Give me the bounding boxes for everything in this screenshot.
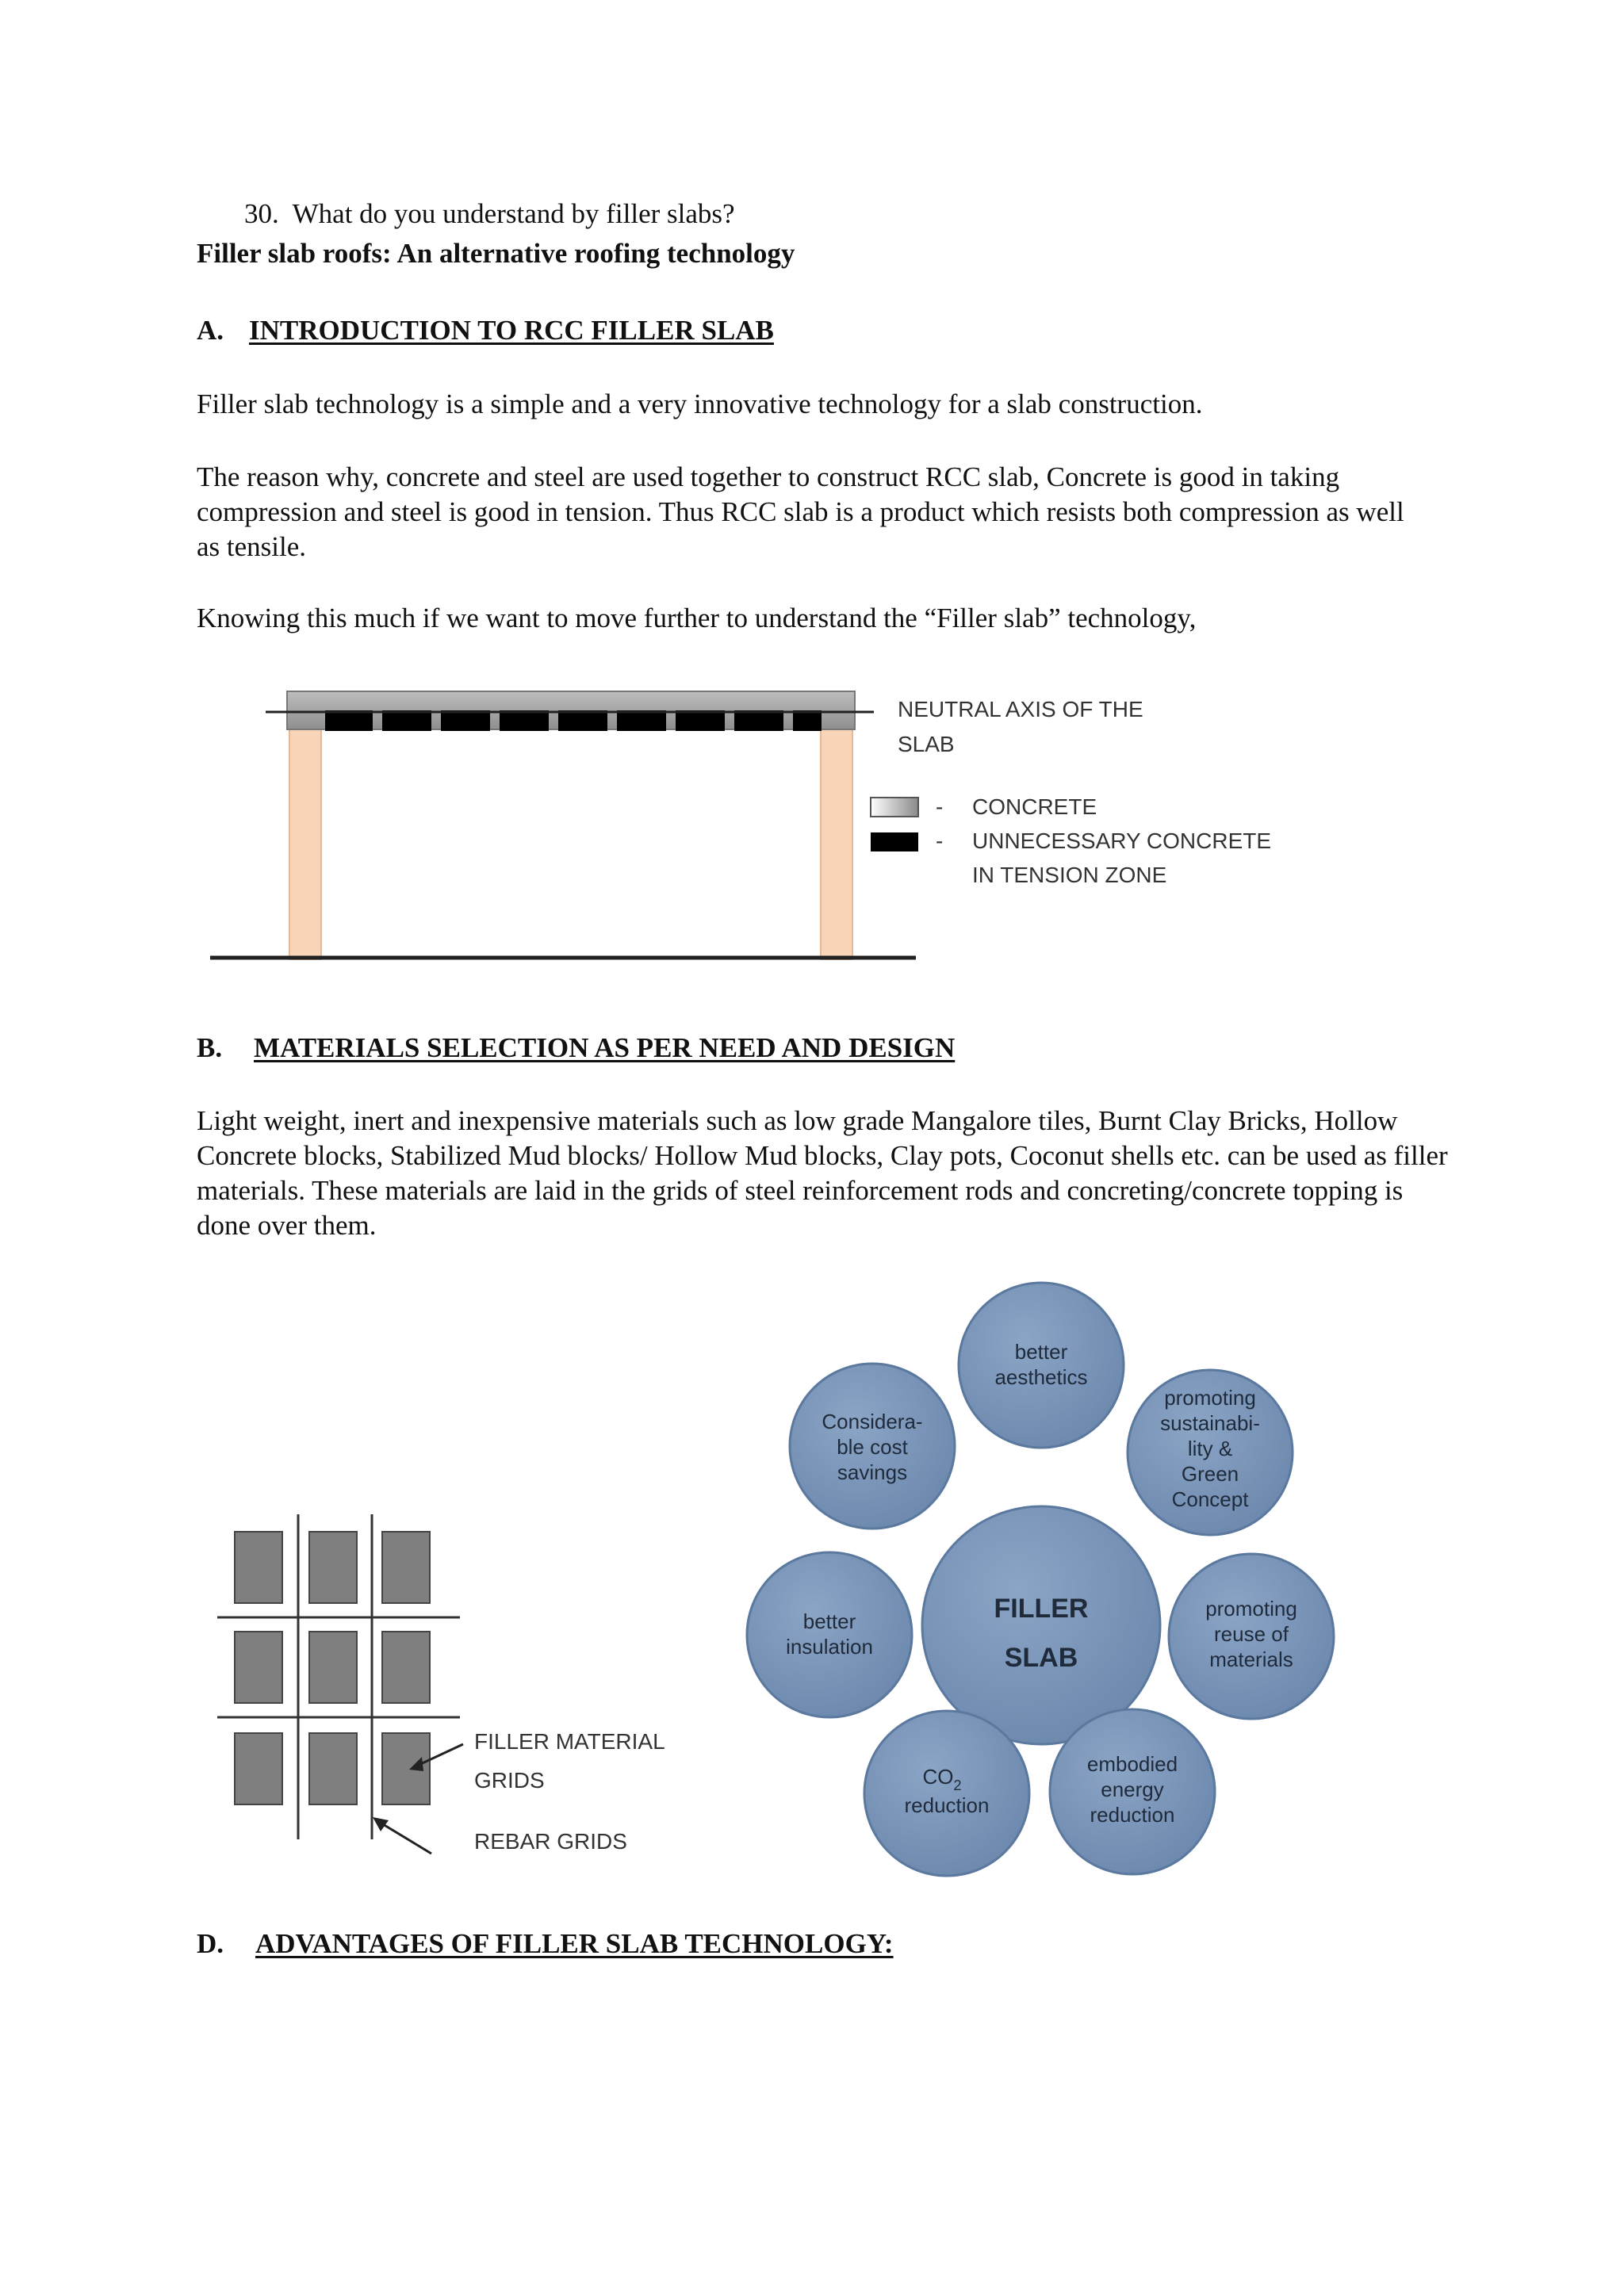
question-number: 30.: [244, 198, 279, 229]
svg-text:reduction: reduction: [904, 1793, 990, 1817]
svg-text:sustainabi-: sustainabi-: [1160, 1411, 1260, 1435]
svg-text:embodied: embodied: [1086, 1752, 1178, 1776]
co2-label: $CO_2$: [922, 1765, 962, 1793]
svg-text:reduction: reduction: [1090, 1803, 1175, 1827]
paragraph-knowing: Knowing this much if we want to move further to understand the “Filler slab” technology,: [197, 603, 1197, 633]
neutral-axis-label-1: NEUTRAL AXIS OF THE: [898, 697, 1143, 721]
paragraph-materials: Light weight, inert and inexpensive materials such as low grade Mangalore tiles, Burnt Clay Bricks, Hollow Concrete blocks, Stabilized Mud blocks/ Hollow Mud blocks, Clay pots, Coconut shells etc. can be used as filler materials. These materials are laid in the grids of steel reinforcement rods and concreting/concrete topping is done over them.: [197, 1105, 1448, 1241]
legend-unnecessary-label-1: UNNECESSARY CONCRETE: [972, 828, 1272, 853]
filler-label-2: GRIDS: [474, 1768, 545, 1793]
svg-text:-: -: [936, 828, 944, 853]
section-d-letter: D.: [197, 1928, 224, 1959]
slab-section-figure: [198, 682, 1308, 967]
section-a-heading: [197, 313, 774, 348]
benefits-diagram: [737, 1276, 1356, 1887]
svg-text:better: better: [802, 1609, 856, 1633]
left-column: [289, 725, 321, 959]
tension-zone-blocks: [325, 710, 822, 731]
filler-label-1: FILLER MATERIAL: [474, 1729, 665, 1754]
section-a-title: INTRODUCTION TO RCC FILLER SLAB: [249, 315, 774, 346]
svg-text:aesthetics: aesthetics: [994, 1365, 1088, 1389]
right-column: [821, 725, 852, 959]
section-d-title: ADVANTAGES OF FILLER SLAB TECHNOLOGY:: [255, 1928, 894, 1959]
svg-text:-: -: [936, 794, 944, 819]
svg-text:reuse of: reuse of: [1214, 1622, 1289, 1646]
legend-unnecessary-swatch: [871, 832, 918, 851]
svg-text:ble cost: ble cost: [837, 1435, 908, 1459]
rebar-label: REBAR GRIDS: [474, 1829, 627, 1854]
svg-text:Concept: Concept: [1171, 1487, 1249, 1511]
svg-text:better: better: [1014, 1340, 1068, 1364]
svg-text:energy: energy: [1101, 1777, 1164, 1801]
section-b-heading: [197, 1031, 955, 1066]
center-label-1: FILLER: [994, 1594, 1089, 1624]
rebar-arrow: [379, 1822, 431, 1854]
legend-concrete-label: CONCRETE: [972, 794, 1097, 819]
subtitle: Filler slab roofs: An alternative roofing technology: [197, 238, 795, 269]
svg-text:materials: materials: [1209, 1647, 1293, 1671]
filler-blocks: [235, 1532, 430, 1804]
svg-text:Green: Green: [1181, 1462, 1239, 1486]
question: [244, 197, 735, 232]
legend-unnecessary-label-2: IN TENSION ZONE: [972, 863, 1167, 887]
neutral-axis-label-2: SLAB: [898, 732, 955, 756]
section-a-letter: A.: [197, 315, 224, 346]
svg-text:savings: savings: [837, 1460, 908, 1484]
section-b-letter: B.: [197, 1032, 223, 1063]
center-label-2: SLAB: [1004, 1643, 1078, 1673]
legend-concrete-swatch: [871, 798, 918, 817]
svg-text:promoting: promoting: [1164, 1386, 1256, 1410]
paragraph-intro: Filler slab technology is a simple and a very innovative technology for a slab construction.: [197, 388, 1203, 419]
svg-text:promoting: promoting: [1205, 1597, 1297, 1621]
paragraph-rcc: The reason why, concrete and steel are used together to construct RCC slab, Concrete is good in taking compression and steel is good in tension. Thus RCC slab is a product which resists both compression as well as tensile.: [197, 461, 1404, 562]
question-text: What do you understand by filler slabs?: [292, 198, 735, 229]
section-b-title: MATERIALS SELECTION AS PER NEED AND DESIGN: [254, 1032, 956, 1063]
svg-text:lity &: lity &: [1187, 1437, 1233, 1460]
filler-grid-figure: [214, 1506, 690, 1871]
svg-text:Considera-: Considera-: [822, 1410, 923, 1433]
section-d-heading: [197, 1927, 894, 1961]
svg-text:insulation: insulation: [786, 1635, 873, 1659]
